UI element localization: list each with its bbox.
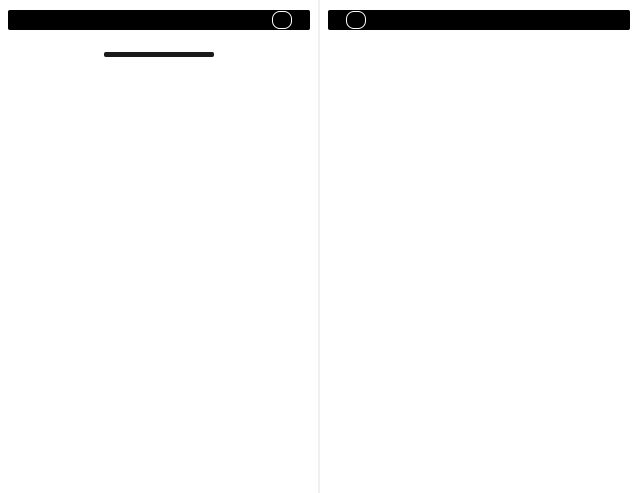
right-page-number: [346, 11, 366, 29]
left-page-number: [272, 11, 292, 29]
left-page-body: [14, 36, 304, 485]
left-page-header: [8, 10, 310, 30]
section-heading-text: [104, 52, 214, 57]
section-heading: [14, 42, 304, 61]
right-page: [320, 0, 638, 493]
right-page-header: [328, 10, 630, 30]
left-page: [0, 0, 318, 493]
right-page-body: [334, 36, 624, 485]
